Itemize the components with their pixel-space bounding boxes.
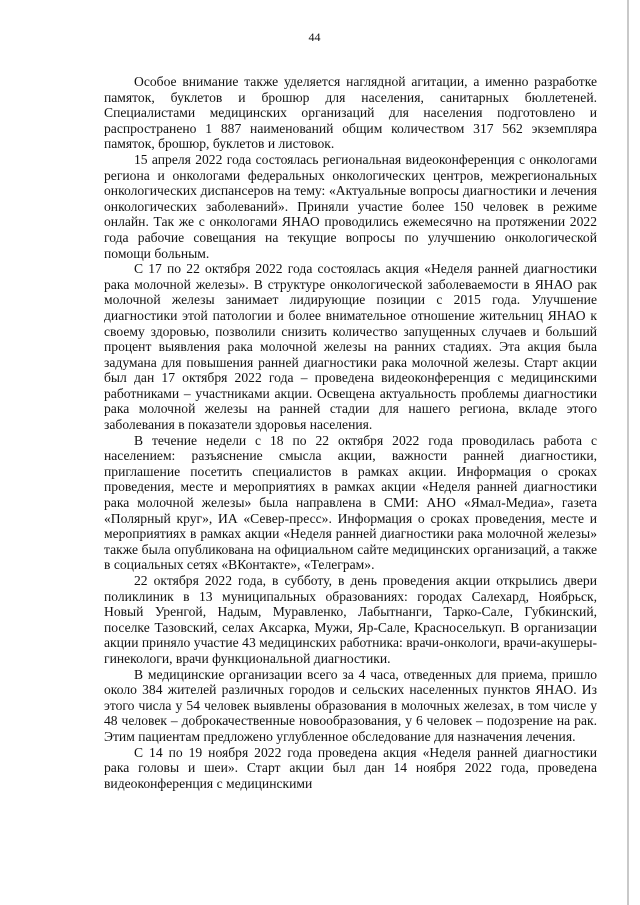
- paragraph-videoconference-april: 15 апреля 2022 года состоялась региональная видеоконференция с онкологами региона и онкологами федеральных онкологических центров, межрегиональных онкологических диспансеров на тему: «Актуальные вопросы диагностики и лечения онкологических заболеваний». Приняли участие более 150 человек в режиме онлайн. Так же с онкологами ЯНАО проводились ежемесячно на протяжении 2022 года рабочие совещания на текущие вопросы по улучшению онкологической помощи больным.: [104, 151, 597, 261]
- page-margin: [631, 0, 640, 905]
- page-number: 44: [308, 30, 321, 44]
- document-body: [104, 74, 597, 791]
- paragraph-head-neck-week: С 14 по 19 ноября 2022 года проведена акция «Неделя ранней диагностики рака головы и шеи». Старт акции был дан 14 ноября 2022 года, проведена видеоконференция с медицинскими: [104, 744, 597, 791]
- paragraph-agitation: Особое внимание также уделяется наглядной агитации, а именно разработке памяток, буклетов и брошюр для населения, санитарных бюллетеней. Специалистами медицинских организаций для населения подготовлено и распространено 1 887 наименований общим количеством 317 562 экземпляра памяток, брошюр, буклетов и листовок.: [104, 74, 597, 152]
- paragraph-results: В медицинские организации всего за 4 часа, отведенных для приема, пришло около 384 жителей различных городов и сельских населенных пунктов ЯНАО. Из этого числа у 54 человек выявлены образования в молочных железах, в том числе у 48 человек – доброкачественные новообразования, у 6 человек – подозрение на рак. Этим пациентам предложено углубленное обследование для назначения лечения.: [104, 666, 597, 744]
- paragraph-population-work: В течение недели с 18 по 22 октября 2022 года проводилась работа с населением: разъяснение смысла акции, важности ранней диагностики, приглашение посетить специалистов в рамках акции. Информация о сроках проведения, месте и мероприятиях в рамках акции «Неделя ранней диагностики рака молочной железы» была направлена в СМИ: АНО «Ямал-Медиа», газета «Полярный круг», ИА «Север-пресс». Информация о сроках проведения, месте и мероприятиях в рамках акции «Неделя ранней диагностики рака молочной железы» также была опубликована на официальном сайте медицинских организаций, а также в социальных сетях «ВКонтакте», «Телеграм».: [104, 432, 597, 573]
- paragraph-breast-cancer-week: С 17 по 22 октября 2022 года состоялась акция «Неделя ранней диагностики рака молочной железы». В структуре онкологической заболеваемости в ЯНАО рак молочной железы занимает лидирующие позиции с 2015 года. Улучшение диагностики этой патологии и более внимательное отношение жительниц ЯНАО к своему здоровью, позволили снизить количество запущенных случаев и больший процент выявления рака молочной железы на ранних стадиях. Эта акция была задумана для повышения ранней диагностики рака молочной железы. Старт акции был дан 17 октября 2022 года – проведена видеоконференция с медицинскими работниками – участниками акции. Освещена актуальность проблемы диагностики рака молочной железы на ранней стадии для нашего региона, вкладе этого заболевания в показатели здоровья населения.: [104, 261, 597, 433]
- paragraph-october-22: 22 октября 2022 года, в субботу, в день проведения акции открылись двери поликлиник в 13 муниципальных образованиях: городах Салехард, Ноябрьск, Новый Уренгой, Надым, Муравленко, Лабытнанги, Тарко-Сале, Губкинский, поселке Тазовский, селах Аксарка, Мужи, Яр-Сале, Красноселькуп. В организации акции приняло участие 43 медицинских работника: врачи-онкологи, врачи-акушеры-гинекологи, врачи функциональной диагностики.: [104, 573, 597, 666]
